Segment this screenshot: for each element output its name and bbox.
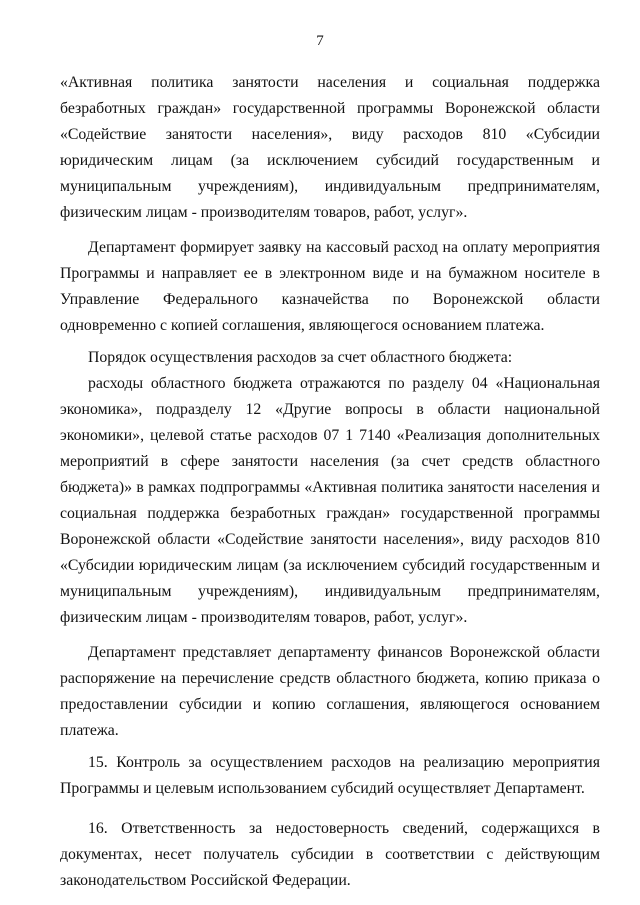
paragraph-cash-request: Департамент формирует заявку на кассовый расход на оплату мероприятия Программы и направляет ее в электронном виде и на бумажном носителе в Управление Федерального казначейства по Воронежской области одновременно с копией соглашения, являющегося основанием платежа. <box>60 239 600 334</box>
paragraph-budget-classification: расходы областного бюджета отражаются по разделу 04 «Национальная экономика», подразделу 12 «Другие вопросы в области национальной экономики», целевой статье расходов 07 1 7140 «Реализация дополнительных мероприятий в сфере занятости населения (за счет средств областного бюджета)» в рамках подпрограммы «Активная политика занятости населения и социальная поддержка безработных граждан» государственной программы Воронежской области «Содействие занятости населения», виду расходов 810 «Субсидии юридическим лицам (за исключением субсидий государственным и муниципальным учреждениям), индивидуальным предпринимателям, физическим лицам - производителям товаров, работ, услуг». <box>60 375 600 626</box>
paragraph-item-16-responsibility: 16. Ответственность за недостоверность сведений, содержащихся в документах, несет получатель субсидии в соответствии с действующим законодательством Российской Федерации. <box>60 820 600 889</box>
paragraph-item-15-control: 15. Контроль за осуществлением расходов на реализацию мероприятия Программы и целевым использованием субсидий осуществляет Департамент. <box>60 754 600 797</box>
paragraph-regional-budget-procedure: Порядок осуществления расходов за счет областного бюджета: <box>88 349 513 366</box>
document-body <box>60 70 600 894</box>
page-number: 7 <box>316 33 324 49</box>
paragraph-finance-department: Департамент представляет департаменту финансов Воронежской области распоряжение на перечисление средств областного бюджета, копию приказа о предоставлении субсидии и копию соглашения, являющегося основанием платежа. <box>60 644 600 739</box>
paragraph-subprogram-continuation: «Активная политика занятости населения и социальная поддержка безработных граждан» государственной программы Воронежской области «Содействие занятости населения», виду расходов 810 «Субсидии юридическим лицам (за исключением субсидий государственным и муниципальным учреждениям), индивидуальным предпринимателям, физическим лицам - производителям товаров, работ, услуг». <box>60 74 600 221</box>
